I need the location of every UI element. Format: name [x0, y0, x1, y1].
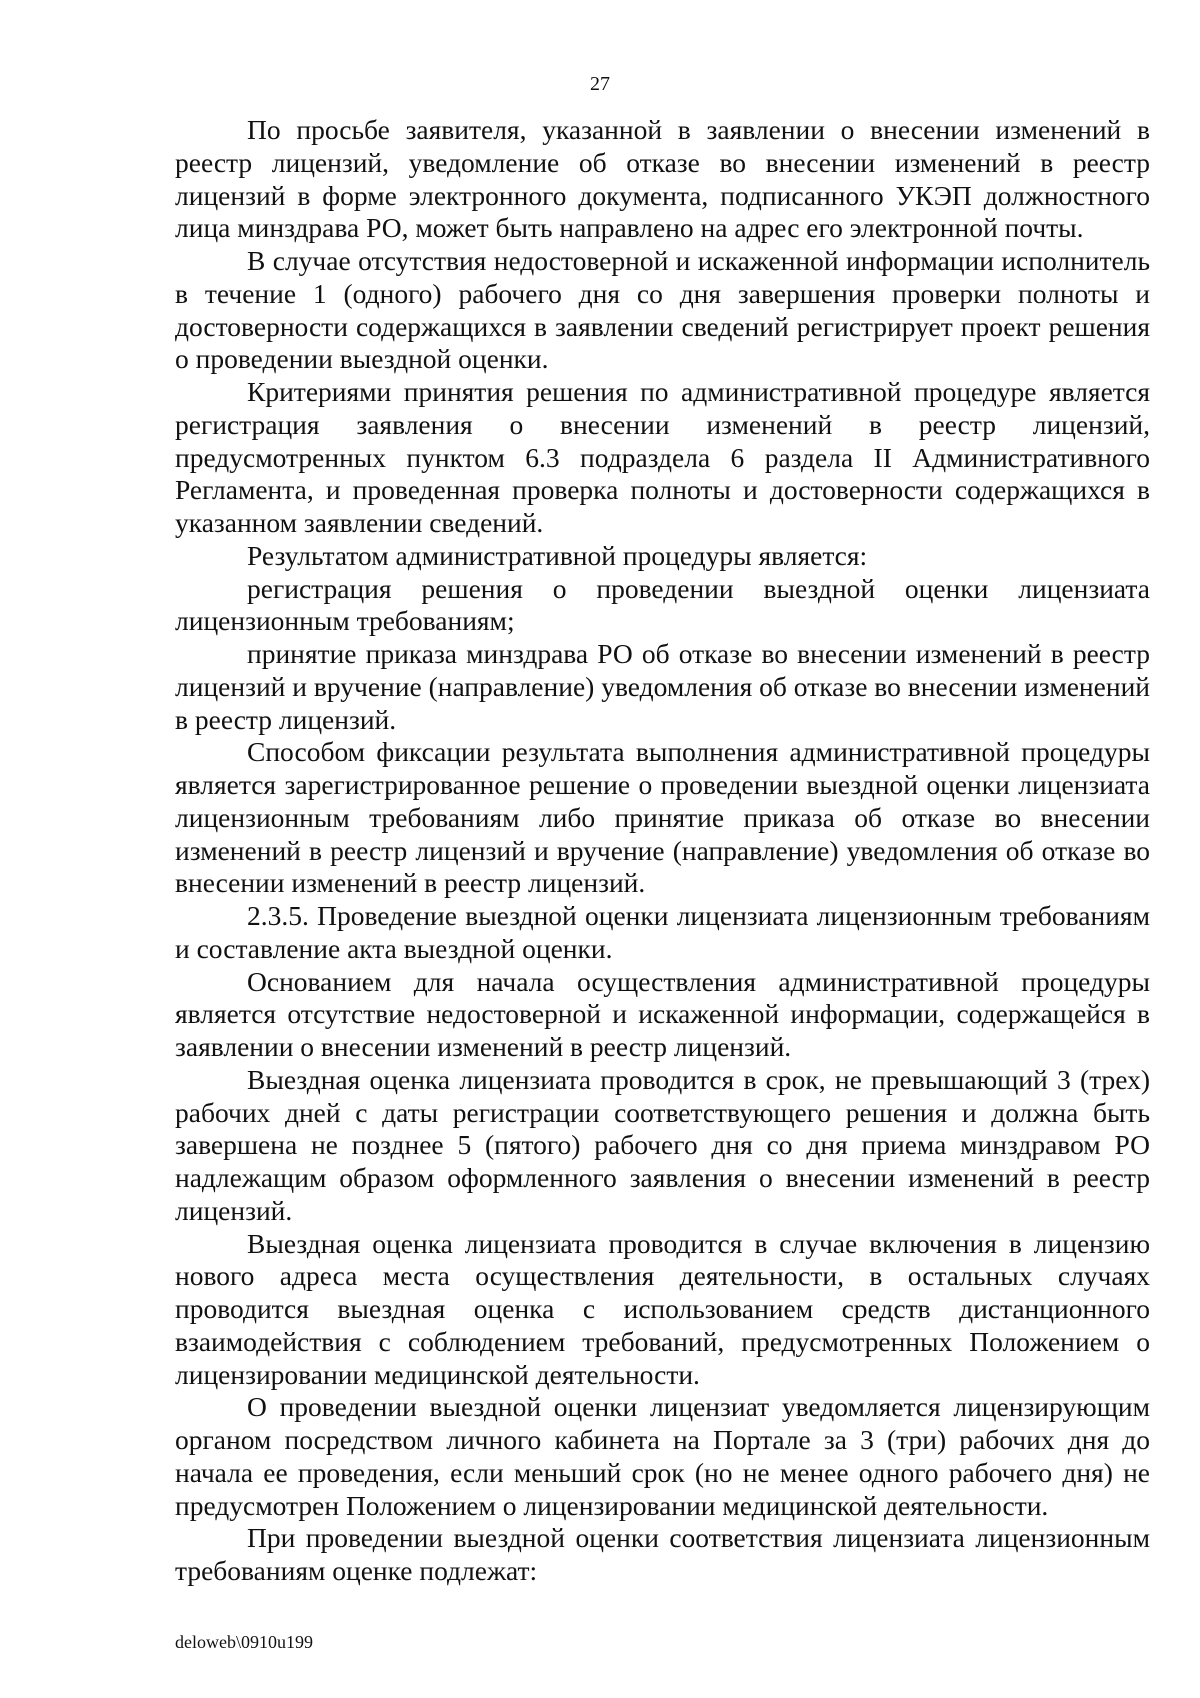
paragraph: Выездная оценка лицензиата проводится в срок, не превышающий 3 (трех) рабочих дней с даты регистрации соответствующего решения и должна быть завершена не позднее 5 (пятого) рабочего дня со дня приема минздравом РО надлежащим образом оформленного заявления о внесении изменений в реестр лицензий.: [175, 1063, 1150, 1226]
document-body: [175, 114, 1150, 1588]
paragraph: Способом фиксации результата выполнения административной процедуры является зарегистрированное решение о проведении выездной оценки лицензиата лицензионным требованиям либо принятие приказа об отказе во внесении изменений в реестр лицензий и вручение (направление) уведомления об отказе во внесении изменений в реестр лицензий.: [175, 736, 1150, 899]
paragraph: Выездная оценка лицензиата проводится в случае включения в лицензию нового адреса места осуществления деятельности, в остальных случаях проводится выездная оценка с использованием средств дистанционного взаимодействия с соблюдением требований, предусмотренных Положением о лицензировании медицинской деятельности.: [175, 1227, 1150, 1390]
paragraph: регистрация решения о проведении выездной оценки лицензиата лицензионным требованиям;: [175, 572, 1150, 637]
paragraph: Основанием для начала осуществления административной процедуры является отсутствие недостоверной и искаженной информации, содержащейся в заявлении о внесении изменений в реестр лицензий.: [175, 965, 1150, 1062]
paragraph: При проведении выездной оценки соответствия лицензиата лицензионным требованиям оценке подлежат:: [175, 1522, 1150, 1586]
page-number: 27: [590, 73, 610, 95]
section-heading: 2.3.5. Проведение выездной оценки лицензиата лицензионным требованиям и составление акта выездной оценки.: [175, 900, 1150, 964]
paragraph: принятие приказа минздрава РО об отказе во внесении изменений в реестр лицензий и вручение (направление) уведомления об отказе во внесении изменений в реестр лицензий.: [175, 638, 1150, 735]
paragraph: В случае отсутствия недостоверной и искаженной информации исполнитель в течение 1 (одного) рабочего дня со дня завершения проверки полноты и достоверности содержащихся в заявлении сведений регистрирует проект решения о проведении выездной оценки.: [175, 245, 1150, 375]
paragraph: О проведении выездной оценки лицензиат уведомляется лицензирующим органом посредством личного кабинета на Портале за 3 (три) рабочих дня до начала ее проведения, если меньший срок (но не менее одного рабочего дня) не предусмотрен Положением о лицензировании медицинской деятельности.: [175, 1391, 1150, 1521]
paragraph: По просьбе заявителя, указанной в заявлении о внесении изменений в реестр лицензий, уведомление об отказе во внесении изменений в реестр лицензий в форме электронного документа, подписанного УКЭП должностного лица минздрава РО, может быть направлено на адрес его электронной почты.: [175, 114, 1150, 244]
paragraph: Критериями принятия решения по административной процедуре является регистрация заявления о внесении изменений в реестр лицензий, предусмотренных пунктом 6.3 подраздела 6 раздела II Административного Регламента, и проведенная проверка полноты и достоверности содержащихся в указанном заявлении сведений.: [175, 376, 1150, 538]
paragraph: Результатом административной процедуры является:: [247, 539, 868, 571]
document-code: deloweb\0910u199: [175, 1632, 313, 1652]
